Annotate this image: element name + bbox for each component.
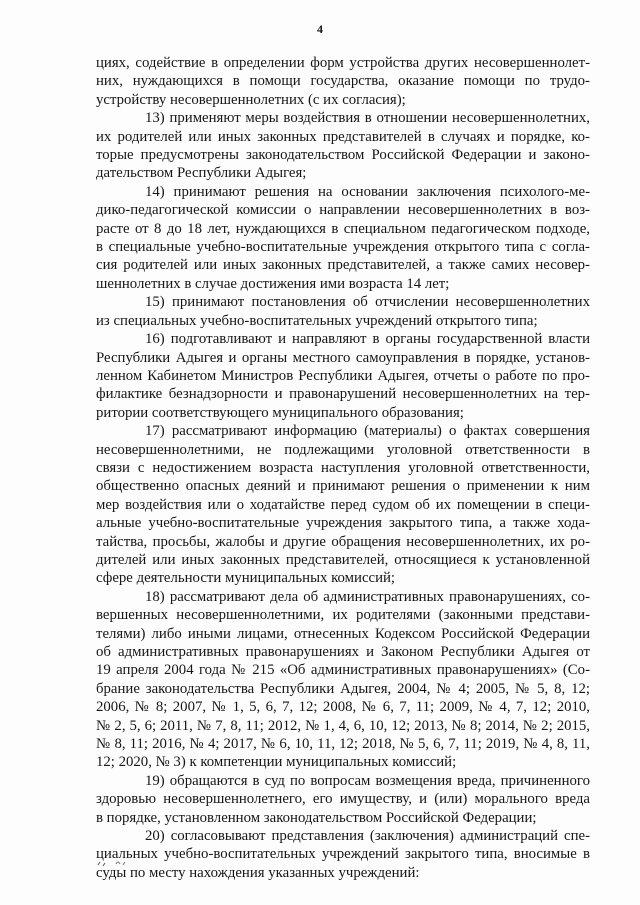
text-line: в специальные учебно-воспитательные учреждения открытого типа с согла- — [96, 239, 590, 256]
text-line: мер воздействия или о ходатайстве перед судом об их помещении в специ- — [96, 496, 590, 513]
paragraph-item-14 — [96, 183, 590, 293]
paragraph-item-15 — [96, 293, 590, 330]
text-line: 2006, № 8; 2007, № 1, 5, 6, 7, 12; 2008, № 6, 7, 11; 2009, № 4, 7, 12; 2010, — [96, 699, 590, 716]
paragraph-item-16 — [96, 330, 590, 422]
text-line: общественно опасных деяний и принимают решения о применении к ним — [96, 478, 590, 495]
text-line: сфере деятельности муниципальных комиссий; — [96, 570, 396, 587]
paragraph-1 — [96, 54, 590, 109]
text-line: шеннолетних в случае достижения ими возраста 14 лет; — [96, 275, 450, 292]
text-line: ритории соответствующего муниципального образования; — [96, 404, 464, 421]
page-number: 4 — [317, 22, 323, 36]
text-line: циях, содействие в определении форм устройства других несовершеннолет- — [96, 55, 590, 71]
text-line: филактике безнадзорности и правонарушений несовершеннолетних на тер- — [96, 386, 590, 403]
text-line: телями) либо иными лицами, отнесенных Кодексом Российской Федерации — [96, 625, 590, 642]
paragraph-item-19 — [96, 772, 590, 827]
text-line: них, нуждающихся в помощи государства, оказание помощи по трудо- — [96, 73, 590, 90]
text-line: № 2, 5, 6; 2011, № 7, 8, 11; 2012, № 1, 4, 6, 10, 12; 2013, № 8; 2014, № 2; 2015, — [96, 717, 590, 734]
text-line: сия родителей или иных законных представителей, а также самих несовер- — [96, 257, 590, 274]
text-line: 20) согласовывают представления (заключения) администраций спе- — [145, 828, 590, 845]
text-line: дательством Республики Адыгея; — [96, 165, 307, 182]
text-line: устройству несовершеннолетних (с их согласия); — [96, 91, 406, 108]
text-line: 14) принимают решения на основании заключения психолого-ме- — [145, 183, 590, 200]
text-line: Республики Адыгея и органы местного самоуправления в порядке, установ- — [96, 349, 590, 366]
text-line: 18) рассматривают дела об административных правонарушениях, со- — [145, 588, 590, 605]
text-line: из специальных учебно-воспитательных учреждений открытого типа; — [96, 312, 538, 329]
text-line: в порядке, установленном законодательством Российской Федерации; — [96, 809, 537, 826]
text-line: торые предусмотрены законодательством Российской Федерации и законо- — [96, 147, 590, 164]
text-line: связи с недостижением возраста наступления уголовной ответственности, — [96, 459, 590, 476]
text-line: альные учебно-воспитательные учреждения закрытого типа, а также хода- — [96, 515, 590, 532]
text-line: 19 апреля 2004 года № 215 «Об административных правонарушениях» (Со- — [96, 662, 590, 679]
text-line: 12; 2020, № 3) к компетенции муниципальных комиссий; — [96, 754, 457, 771]
text-line: дико-педагогической комиссии о направлении несовершеннолетних в воз- — [96, 202, 590, 219]
text-line: брание законодательства Республики Адыгея, 2004, № 4; 2005, № 5, 8, 12; — [96, 680, 590, 697]
paragraph-item-17 — [96, 422, 590, 588]
text-line: суды по месту нахождения указанных учреждений: — [96, 864, 420, 881]
paragraph-item-13 — [96, 109, 590, 183]
text-line: вершенных несовершеннолетними, их родителями (законными представи- — [96, 607, 590, 624]
text-line: 17) рассматривают информацию (материалы) о фактах совершения — [145, 423, 590, 440]
text-line: ленном Кабинетом Министров Республики Адыгея, отчеты о работе по про- — [96, 367, 590, 384]
text-line: их родителей или иных законных представителей в случаях и порядке, ко- — [96, 128, 590, 145]
text-line: № 8, 11; 2016, № 4; 2017, № 6, 10, 11, 12; 2018, № 5, 6, 7, 11; 2019, № 4, 8, 11, — [96, 736, 590, 753]
text-line: тайства, просьбы, жалобы и другие обращения несовершеннолетних, их ро- — [96, 533, 590, 550]
text-line: дителей или иных законных представителей, относящиеся к установленной — [96, 551, 590, 568]
paragraph-item-20 — [96, 827, 590, 882]
paragraph-item-18 — [96, 588, 590, 772]
text-line: здоровью несовершеннолетнего, его имуществу, и (или) морального вреда — [96, 791, 590, 808]
text-line: 13) применяют меры воздействия в отношении несовершеннолетних, — [145, 110, 590, 127]
text-line: 19) обращаются в суд по вопросам возмещения вреда, причиненного — [145, 772, 590, 789]
text-line: 16) подготавливают и направляют в органы государственной власти — [145, 331, 590, 348]
text-line: циальных учебно-воспитательных учреждений закрытого типа, вносимые в — [96, 846, 590, 863]
scan-artifact — [96, 856, 136, 870]
text-line: несовершеннолетними, не подлежащими уголовной ответственности в — [96, 441, 590, 458]
document-body — [96, 54, 590, 882]
text-line: об административных правонарушениях и Законом Республики Адыгея от — [96, 644, 590, 660]
text-line: расте от 8 до 18 лет, нуждающихся в специальном педагогическом подходе, — [96, 220, 590, 237]
text-line: 15) принимают постановления об отчислении несовершеннолетних — [145, 294, 590, 311]
